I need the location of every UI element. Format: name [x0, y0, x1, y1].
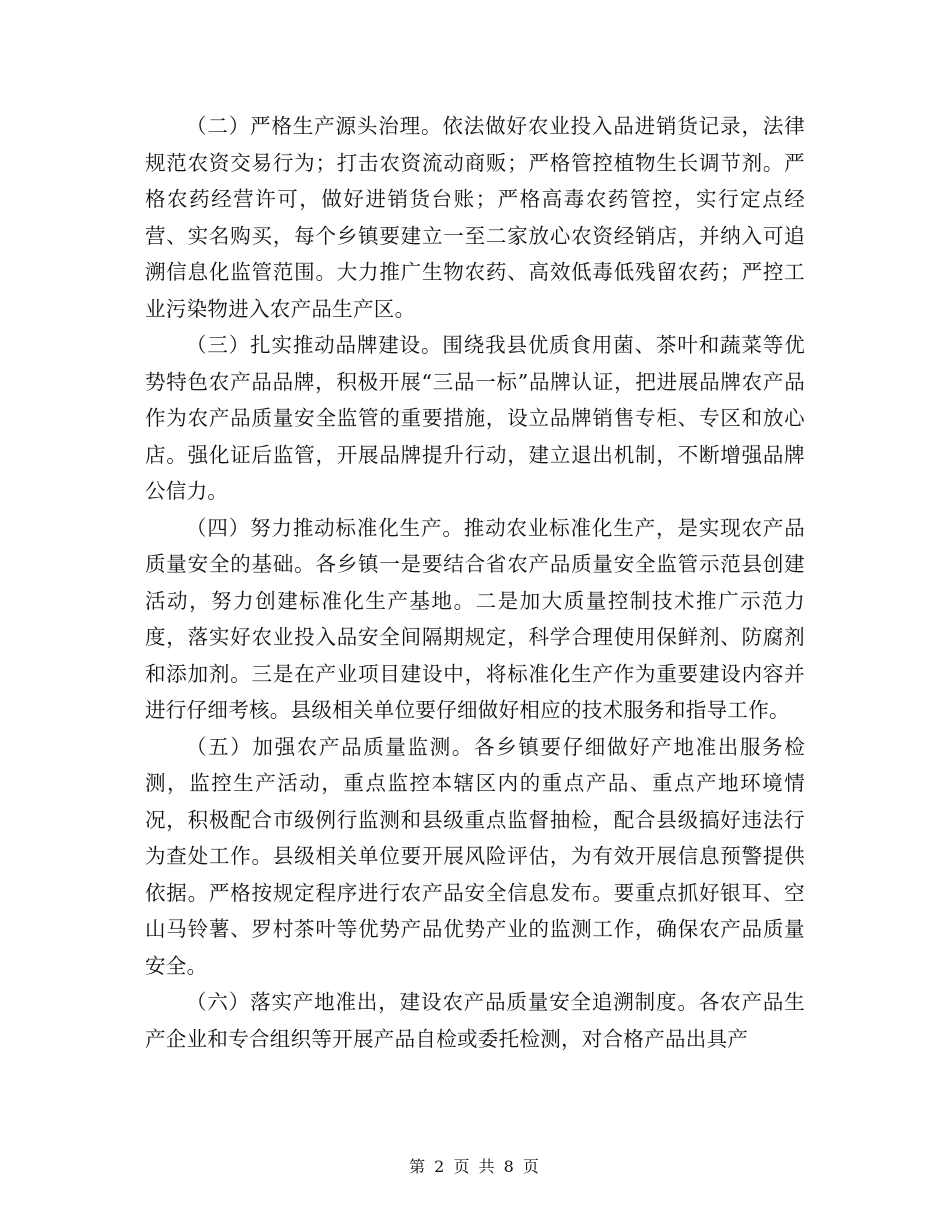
document-body: [145, 108, 805, 1057]
paragraph-quality-monitoring: （五）加强农产品质量监测。各乡镇要仔细做好产地准出服务检测，监控生产活动，重点监控本辖区内的重点产品、重点产地环境情况，积极配合市级例行监测和县级重点监督抽检，配合县级搞好违法行为查处工作。县级相关单位要开展风险评估，为有效开展信息预警提供依据。严格按规定程序进行农产品安全信息发布。要重点抓好银耳、空山马铃薯、罗村茶叶等优势产品优势产业的监测工作，确保农产品质量安全。: [145, 734, 805, 978]
page-number-footer: 第 2 页 共 8 页: [409, 1157, 541, 1176]
paragraph-brand-building: （三）扎实推动品牌建设。围绕我县优质食用菌、茶叶和蔬菜等优势特色农产品品牌，积极开展“三品一标”品牌认证，把进展品牌农产品作为农产品质量安全监管的重要措施，设立品牌销售专柜、专区和放心店。强化证后监管，开展品牌提升行动，建立退出机制，不断增强品牌公信力。: [145, 333, 805, 503]
paragraph-standardized-production: （四）努力推动标准化生产。推动农业标准化生产，是实现农产品质量安全的基础。各乡镇一是要结合省农产品质量安全监管示范县创建活动，努力创建标准化生产基地。二是加大质量控制技术推广示范力度，落实好农业投入品安全间隔期规定，科学合理使用保鲜剂、防腐剂和添加剂。三是在产业项目建设中，将标准化生产作为重要建设内容并进行仔细考核。县级相关单位要仔细做好相应的技术服务和指导工作。: [145, 515, 805, 722]
paragraph-traceability: （六）落实产地准出，建设农产品质量安全追溯制度。各农产品生产企业和专合组织等开展产品自检或委托检测，对合格产品出具产: [145, 990, 805, 1051]
paragraph-source-control: （二）严格生产源头治理。依法做好农业投入品进销货记录，法律规范农资交易行为；打击农资流动商贩；严格管控植物生长调节剂。严格农药经营许可，做好进销货台账；严格高毒农药管控，实行定点经营、实名购买，每个乡镇要建立一至二家放心农资经销店，并纳入可追溯信息化监管范围。大力推广生物农药、高效低毒低残留农药；严控工业污染物进入农产品生产区。: [145, 114, 805, 321]
